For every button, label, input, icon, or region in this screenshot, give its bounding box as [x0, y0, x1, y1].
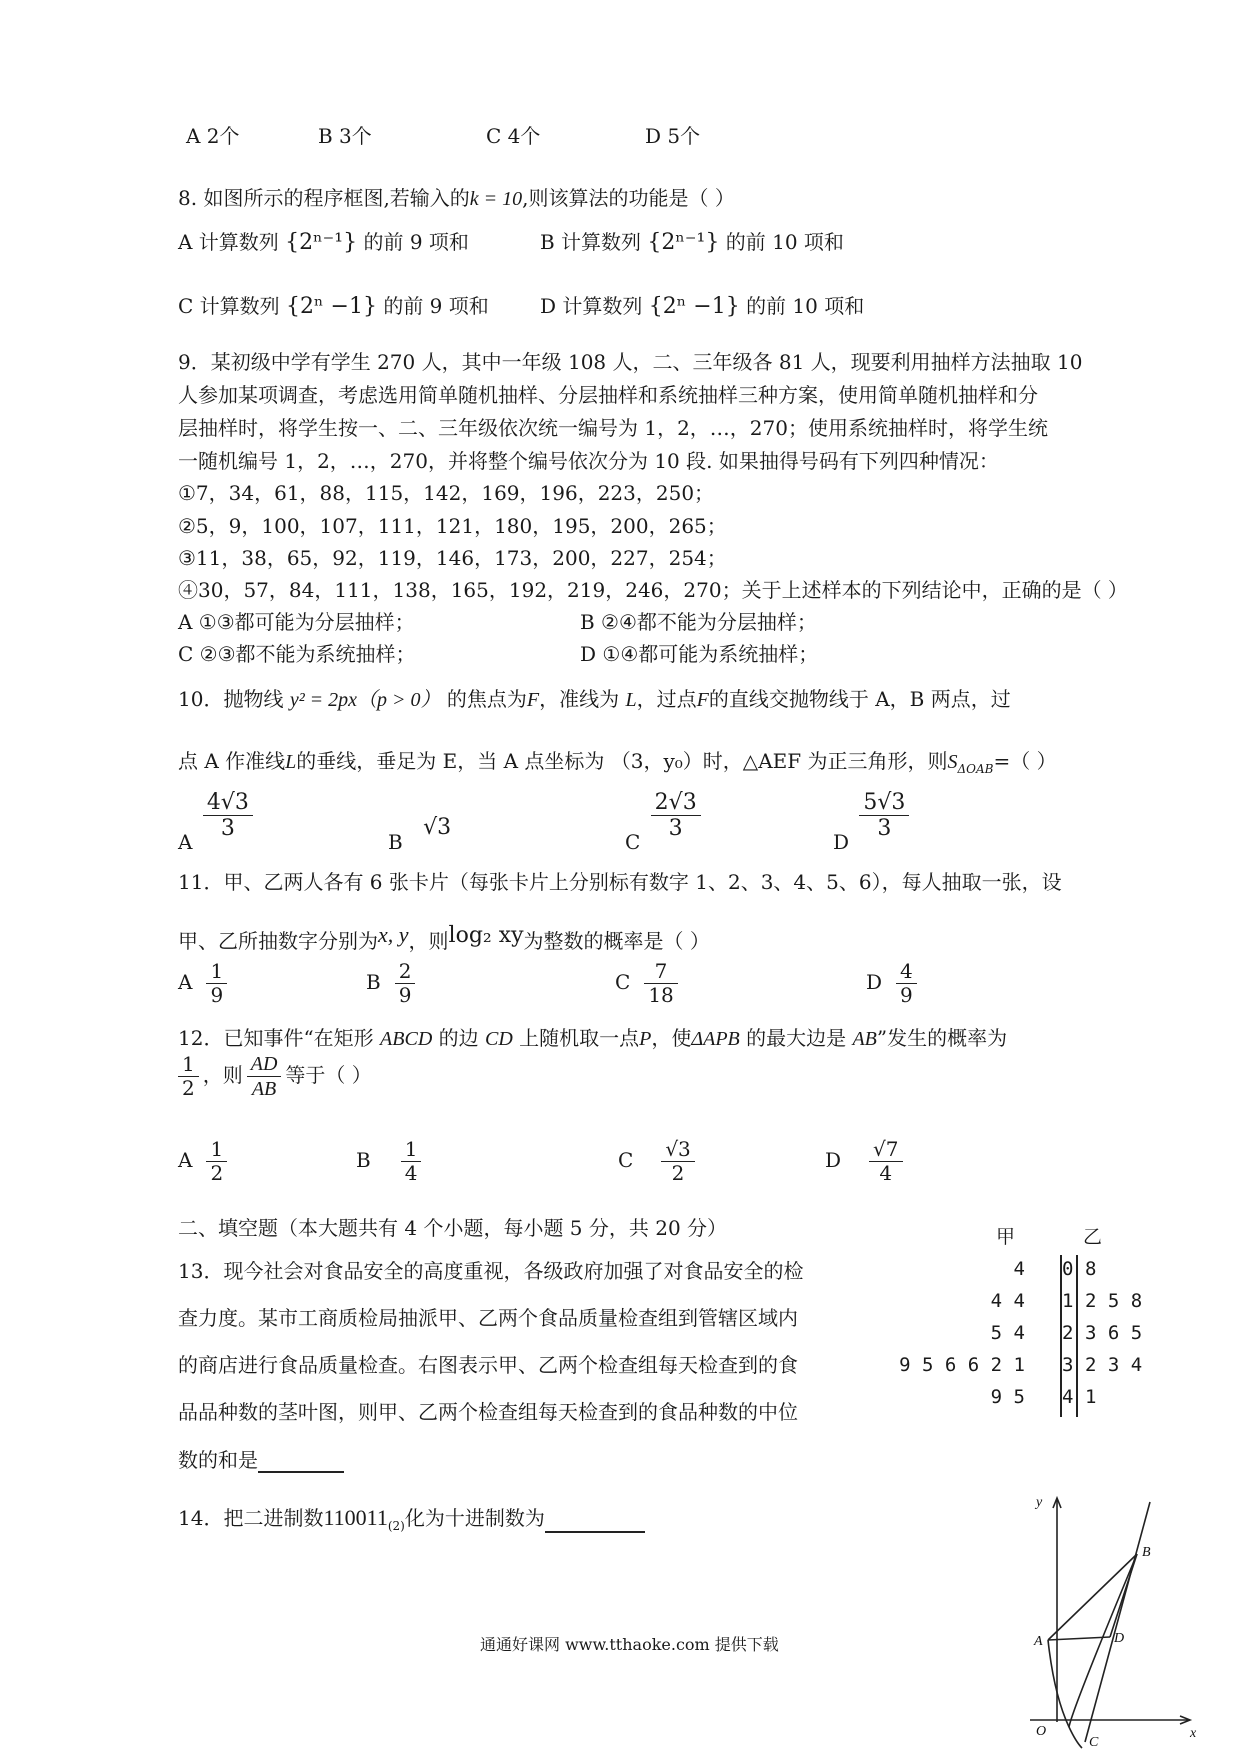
- q9-line-2: 人参加某项调查，考虑选用简单随机抽样、分层抽样和系统抽样三种方案，使用简单随机抽样和分: [178, 383, 1038, 407]
- q9-line-3: 层抽样时，将学生按一、二、三年级依次统一编号为 1，2，…，270；使用系统抽样时，将学生统: [178, 416, 1048, 440]
- q11-option-d: D $\frac{4}{9}$: [866, 960, 921, 1007]
- stemleaf-stem: 2: [1062, 1322, 1074, 1344]
- q13-line-5: 数的和是: [178, 1444, 344, 1473]
- q12-line-1: 12．已知事件“在矩形 ABCD 的边 CD 上随机取一点P，使ΔAPB 的最大边是 AB”发生的概率为: [178, 1026, 1008, 1050]
- stemleaf-right: 2 5 8: [1085, 1290, 1143, 1312]
- q9-option-d: D ①④都可能为系统抽样；: [580, 642, 819, 666]
- q7-option-c: C 4个: [486, 124, 541, 148]
- q13-line-3: 的商店进行食品质量检查。右图表示甲、乙两个检查组每天检查到的食: [178, 1353, 798, 1377]
- stemleaf-left: 4 4: [990, 1290, 1025, 1312]
- figure-label-x: x: [1190, 1726, 1197, 1741]
- q9-line-1: 9．某初级中学有学生 270 人，其中一年级 108 人，二、三年级各 81 人，现要利用抽样方法抽取 10: [178, 350, 1083, 374]
- q12-option-b: B $\frac{1}{4}$: [356, 1138, 425, 1185]
- q11-option-c: C $\frac{7}{18}$: [615, 960, 682, 1007]
- stemleaf-stem: 3: [1062, 1354, 1074, 1376]
- q9-sample-4: ④30，57，84，111，138，165，192，219，246，270；关于上述样本的下列结论中，正确的是（ ）: [178, 578, 1128, 602]
- figure-label-a: A: [1034, 1634, 1043, 1649]
- q12-line-2: $\frac{1}{2}$ ，则 $\frac{AD}{AB}$ 等于（ ）: [178, 1052, 372, 1101]
- q9-line-4: 一随机编号 1，2，…，270，并将整个编号依次分为 10 段. 如果抽得号码有下列四种情况：: [178, 449, 999, 473]
- q11-line-2: 甲、乙所抽数字分别为x, y，则log₂ xy为整数的概率是（ ）: [178, 922, 710, 953]
- q7-option-b: B 3个: [318, 124, 372, 148]
- stemleaf-left: 4: [1013, 1258, 1025, 1280]
- q10-option-c: C $\frac{2√3}{3}$: [625, 790, 705, 854]
- stemleaf-right: 3 6 5: [1085, 1322, 1143, 1344]
- stemleaf-stem: 1: [1062, 1290, 1074, 1312]
- q9-sample-2: ②5，9，100，107，111，121，180，195，200，265；: [178, 514, 727, 538]
- q8-option-d: D 计算数列 {2ⁿ −1} 的前 10 项和: [540, 294, 865, 319]
- q13-line-4: 品品种数的茎叶图，则甲、乙两个检查组每天检查到的食品种数的中位: [178, 1400, 798, 1424]
- geometry-figure: [1010, 1480, 1210, 1750]
- figure-label-o: O: [1036, 1724, 1047, 1739]
- figure-label-c: C: [1089, 1735, 1099, 1750]
- q7-option-a: A 2个: [186, 124, 240, 148]
- q12-option-c: C $\frac{√3}{2}$: [618, 1138, 699, 1185]
- q10-option-d: D $\frac{5√3}{3}$: [833, 790, 913, 854]
- q10-option-b: B √3: [388, 815, 452, 854]
- figure-label-y: y: [1036, 1495, 1043, 1510]
- q13-line-2: 查力度。某市工商质检局抽派甲、乙两个食品质量检查组到管辖区域内: [178, 1306, 798, 1330]
- q8-option-a: A 计算数列 {2ⁿ⁻¹} 的前 9 项和: [178, 230, 469, 255]
- q10-line-1: 10．抛物线 y² = 2px（p > 0） 的焦点为F，准线为 L，过点F的直线交抛物线于 A，B 两点，过: [178, 687, 1011, 711]
- q9-sample-1: ①7，34，61，88，115，142，169，196，223，250；: [178, 481, 715, 505]
- q11-line-1: 11．甲、乙两人各有 6 张卡片（每张卡片上分别标有数字 1、2、3、4、5、6），每人抽取一张，设: [178, 870, 1062, 894]
- stemleaf-title-left: 甲: [996, 1226, 1016, 1248]
- stemleaf-right: 2 3 4: [1085, 1354, 1143, 1376]
- q8-option-b: B 计算数列 {2ⁿ⁻¹} 的前 10 项和: [540, 230, 844, 255]
- q11-option-b: B $\frac{2}{9}$: [366, 960, 419, 1007]
- q9-option-b: B ②④都不能为分层抽样；: [580, 610, 817, 634]
- q8-option-c: C 计算数列 {2ⁿ −1} 的前 9 项和: [178, 294, 489, 319]
- stemleaf-left: 9 5: [990, 1386, 1025, 1408]
- q13-line-1: 13．现今社会对食品安全的高度重视，各级政府加强了对食品安全的检: [178, 1259, 804, 1283]
- q9-option-c: C ②③都不能为系统抽样；: [178, 642, 416, 666]
- q7-option-d: D 5个: [645, 124, 701, 148]
- page-footer: 通通好课网 www.tthaoke.com 提供下载: [480, 1635, 779, 1654]
- q12-option-a: A $\frac{1}{2}$: [178, 1138, 231, 1185]
- q12-option-d: D $\frac{√7}{4}$: [825, 1138, 907, 1185]
- q9-sample-3: ③11，38，65，92，119，146，173，200，227，254；: [178, 546, 727, 570]
- stemleaf-stem: 4: [1062, 1386, 1074, 1408]
- section-heading: 二、填空题（本大题共有 4 个小题，每小题 5 分，共 20 分）: [178, 1216, 728, 1240]
- q14-line: 14．把二进制数$110011_{(2)}$化为十进制数为: [178, 1502, 645, 1533]
- q9-option-a: A ①③都可能为分层抽样；: [178, 610, 415, 634]
- stemleaf-left: 9 5 6 6 2 1: [899, 1354, 1025, 1376]
- stemleaf-left: 5 4: [990, 1322, 1025, 1344]
- q11-option-a: A $\frac{1}{9}$: [178, 960, 231, 1007]
- q10-option-a: A $\frac{4√3}{3}$: [178, 790, 257, 854]
- q10-line-2: 点 A 作准线L的垂线，垂足为 E，当 A 点坐标为 （3，y₀）时，△AEF 为正三角形，则$S_{\Delta OAB}=$（ ）: [178, 749, 1057, 776]
- q8-stem: 8. 如图所示的程序框图,若输入的k = 10,则该算法的功能是（ ）: [178, 186, 735, 210]
- stemleaf-stem: 0: [1062, 1258, 1074, 1280]
- stemleaf-title-right: 乙: [1083, 1226, 1103, 1248]
- figure-label-d: D: [1114, 1631, 1125, 1646]
- stemleaf-right: 1: [1085, 1386, 1097, 1408]
- stemleaf-right: 8: [1085, 1258, 1097, 1280]
- figure-label-b: B: [1142, 1545, 1151, 1560]
